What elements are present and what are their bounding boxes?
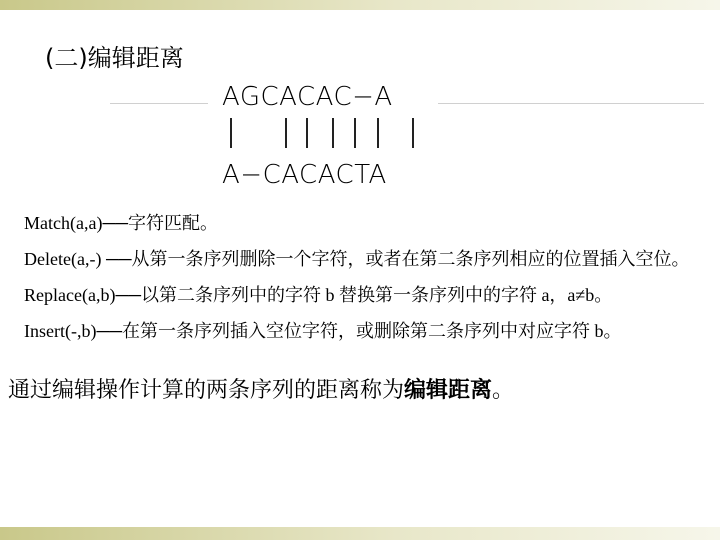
sequence-top: AGCACAC−A — [222, 82, 393, 112]
summary-prefix: 通过编辑操作计算的两条序列的距离称为 — [8, 378, 405, 403]
operation-insert: Insert(-,b)──在第一条序列插入空位字符，或删除第二条序列中对应字符 b。 — [24, 321, 622, 341]
slide-title: (二)编辑距离 — [45, 44, 184, 72]
alignment-pipe — [332, 118, 334, 148]
sequence-bottom: A−CACACTA — [222, 160, 387, 190]
alignment-pipe — [306, 118, 308, 148]
alignment-pipes — [222, 118, 432, 150]
operation-match: Match(a,a)──字符匹配。 — [24, 213, 218, 233]
operation-delete: Delete(a,-) ──从第一条序列删除一个字符，或者在第二条序列相应的位置插入空位。 — [24, 249, 690, 269]
alignment-pipe — [354, 118, 356, 148]
divider-right — [438, 103, 704, 104]
top-decor-bar — [0, 0, 720, 10]
summary-term: 编辑距离 — [404, 377, 493, 403]
alignment-pipe — [285, 118, 287, 148]
divider-left — [110, 103, 208, 104]
alignment-pipe — [230, 118, 232, 148]
summary-text — [8, 374, 514, 407]
summary-suffix: 。 — [492, 378, 515, 403]
bottom-decor-bar — [0, 527, 720, 540]
operation-replace: Replace(a,b)──以第二条序列中的字符 b 替换第一条序列中的字符 a，a≠b。 — [24, 285, 613, 305]
alignment-pipe — [412, 118, 414, 148]
operations-list — [24, 205, 689, 349]
alignment-pipe — [377, 118, 379, 148]
